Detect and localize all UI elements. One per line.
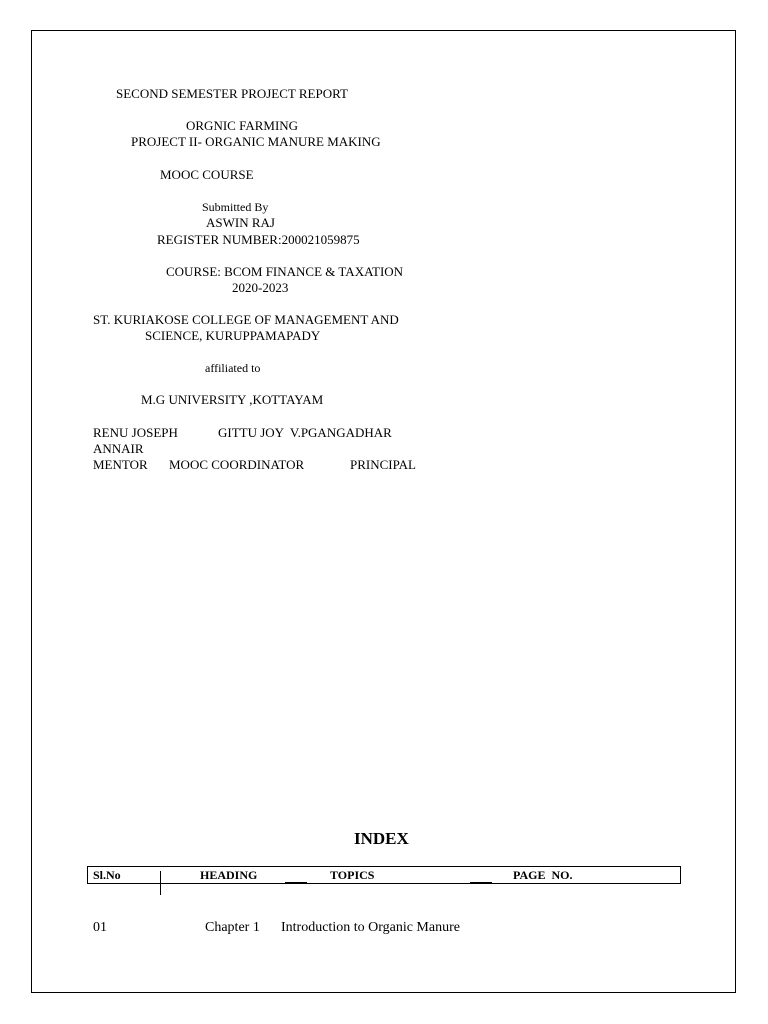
project-title: PROJECT II- ORGANIC MANURE MAKING: [131, 134, 381, 149]
course-years: 2020-2023: [232, 280, 289, 295]
signatory-mentor-name: RENU JOSEPH: [93, 425, 178, 440]
column-header-topics: TOPICS: [330, 868, 375, 882]
header-separator-dash: [470, 882, 492, 883]
submitted-by-label: Submitted By: [202, 200, 269, 214]
signatory-name-continuation: ANNAIR: [93, 441, 144, 456]
column-header-heading: HEADING: [200, 868, 258, 882]
column-header-slno: Sl.No: [93, 868, 121, 882]
column-header-page-no: PAGE NO.: [513, 868, 573, 882]
register-number: REGISTER NUMBER:200021059875: [157, 232, 360, 247]
role-mentor: MENTOR: [93, 457, 148, 472]
college-name-line2: SCIENCE, KURUPPAMAPADY: [145, 328, 321, 343]
report-title: SECOND SEMESTER PROJECT REPORT: [116, 86, 348, 101]
role-mooc-coordinator: MOOC COORDINATOR: [169, 457, 305, 472]
university-name: M.G UNIVERSITY ,KOTTAYAM: [141, 392, 324, 407]
affiliated-label: affiliated to: [205, 361, 261, 375]
index-table-header: [87, 866, 681, 884]
role-principal: PRINCIPAL: [350, 457, 416, 472]
course-name: COURSE: BCOM FINANCE & TAXATION: [166, 264, 404, 279]
index-column-divider: [160, 871, 161, 895]
index-row-heading: Chapter 1: [205, 920, 260, 935]
index-title: INDEX: [354, 829, 409, 848]
index-row-topic: Introduction to Organic Manure: [281, 920, 460, 935]
subject-title: ORGNIC FARMING: [186, 118, 299, 133]
signatory-names-right: GITTU JOY V.PGANGADHAR: [218, 425, 392, 440]
header-separator-dash: [285, 882, 307, 883]
course-type: MOOC COURSE: [160, 167, 254, 182]
student-name: ASWIN RAJ: [206, 215, 275, 230]
index-row-slno: 01: [93, 920, 107, 935]
college-name-line1: ST. KURIAKOSE COLLEGE OF MANAGEMENT AND: [93, 312, 399, 327]
